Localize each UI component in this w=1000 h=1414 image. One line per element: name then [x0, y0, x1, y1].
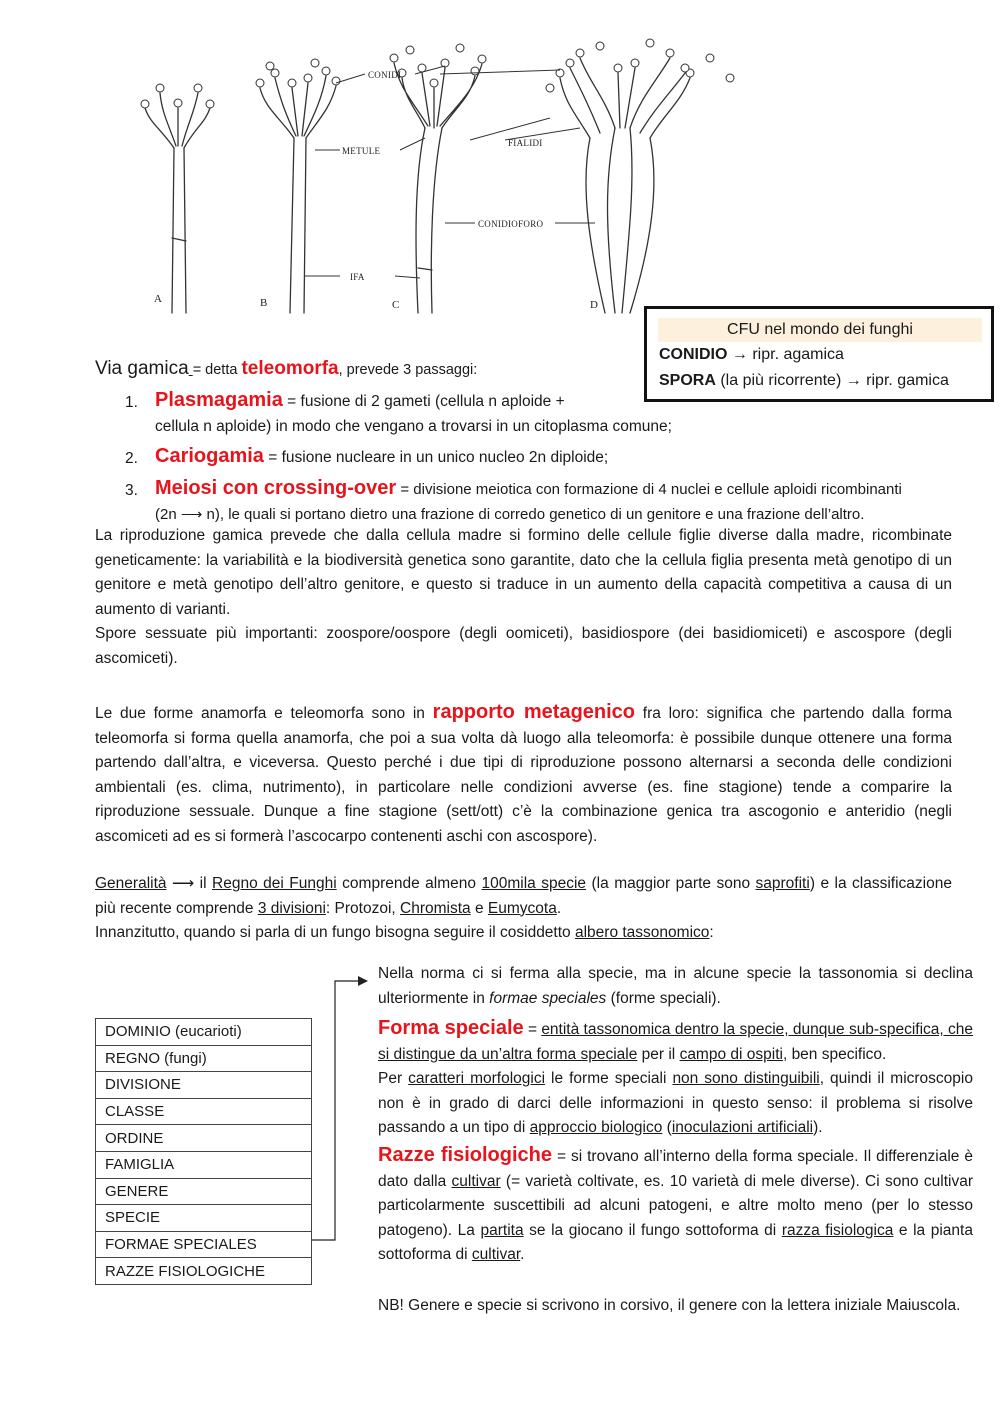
term-razze-fisiologiche: Razze fisiologiche: [378, 1144, 553, 1166]
term-saprofiti: saprofiti: [755, 875, 810, 892]
text: :: [709, 924, 714, 941]
text: ) e la classificazione più recente comprende: [95, 875, 952, 917]
term-meiosi: Meiosi con crossing-over: [155, 477, 397, 499]
term-regno-funghi: Regno dei Funghi: [212, 875, 337, 892]
text: (= varietà coltivate, es. 10 varietà di mele diverse). Ci sono cultivar particolarmente suscettibili ad alcuni patogeni, e altre molto meno (per lo stesso patogeno). La: [378, 1172, 973, 1239]
term-formae-speciales: formae speciales: [489, 989, 607, 1007]
term-rapporto-metagenico: rapporto metagenico: [432, 701, 636, 723]
text: (: [662, 1119, 672, 1136]
text: per il: [637, 1045, 680, 1063]
term-generalita: Generalità: [95, 875, 167, 892]
paragraph-nb: NB! Genere e specie si scrivono in corsivo, il genere con la lettera iniziale Maiuscola.: [378, 1297, 961, 1314]
text: fra loro: significa che partendo dalla forma teleomorfa si forma quella anamorfa, che poi a sua volta dà luogo alla teleomorfa: è possibile dunque ottenere una forma partendo dall’altra, e viceversa. Questo perché i due tipi di riproduzione possono alternarsi a seconda delle condizioni ambientali (es. clima, nutrimento), in particolare nelle condizioni avverse (es. fine stagione) tende a comparire la riproduzione sessuale. Dunque a fine stagione (sett/ott) c’è la combinazione genica tra ascogonio e anteridio (negli ascomiceti ad es si formerà l’ascocarpo contenenti aschi con ascospore).: [95, 705, 953, 845]
term-approccio-biologico: approccio biologico: [529, 1119, 663, 1136]
step-number: 1.: [125, 394, 138, 411]
text: Per: [378, 1070, 409, 1087]
text: .: [556, 899, 562, 917]
step-meiosi: [125, 476, 953, 526]
definition-forma-speciale: entità tassonomica dentro la specie, dunque sub-specifica, che si distingue da un’altra forma speciale: [378, 1021, 973, 1063]
step-text-cont: cellula n aploide) in modo che vengano a trovarsi in un citoplasma comune;: [155, 417, 672, 435]
term-conidio: CONIDIO: [659, 346, 728, 363]
taxonomy-rank: CLASSE: [96, 1098, 312, 1125]
text: ).: [813, 1119, 823, 1136]
via-gamica-title: Via gamica: [95, 358, 189, 379]
term-campo-di-ospiti: campo di ospiti: [679, 1045, 783, 1063]
paragraph-forma-speciale: [378, 1016, 973, 1141]
taxonomy-rank: GENERE: [96, 1178, 312, 1205]
text: e la pianta sottoforma di: [378, 1221, 973, 1263]
text: Innanzitutto, quando si parla di un fungo bisogna seguire il cosiddetto: [95, 924, 575, 941]
via-gamica-prevede: , prevede 3 passaggi:: [338, 362, 478, 378]
text: (la maggior parte sono: [586, 875, 756, 892]
text: , quindi il microscopio non è in grado di darci delle informazioni in questo senso: il problema si risolve passando a un tipo di: [378, 1070, 973, 1136]
term-inoculazioni-artificiali: inoculazioni artificiali: [671, 1119, 814, 1136]
term-3-divisioni: 3 divisioni: [257, 899, 326, 917]
term-caratteri-morfologici: caratteri morfologici: [408, 1070, 546, 1087]
text: se la giocano il fungo sottoforma di: [523, 1221, 782, 1239]
text: = si trovano all’interno della forma speciale. Il differenziale è dato dalla: [378, 1148, 973, 1190]
paragraph-razze-fisiologiche: [378, 1143, 973, 1268]
text: .: [520, 1246, 525, 1263]
panel-letter-d: D: [590, 299, 598, 311]
step-text: = fusione di 2 gameti (cellula n aploide +: [282, 393, 565, 410]
table-row: [96, 1072, 312, 1099]
term-cariogamia: Cariogamia: [155, 445, 264, 467]
cfu-line-conidio-text: → ripr. agamica: [727, 346, 844, 363]
step-plasmagamia: [125, 388, 725, 438]
via-gamica-detta: = detta: [192, 362, 242, 378]
term-non-distinguibili: non sono distinguibili: [672, 1070, 820, 1087]
cfu-line-spora-text: (la più ricorrente) → ripr. gamica: [715, 372, 949, 389]
step-text: = fusione nucleare in un unico nucleo 2n diploide;: [263, 449, 609, 466]
step-number: 2.: [125, 450, 138, 467]
term-partita: partita: [480, 1221, 524, 1239]
table-row: [96, 1045, 312, 1072]
text: ⟶ il: [166, 875, 213, 892]
formae-speciales-arrow: [300, 966, 380, 1256]
term-spora: SPORA: [659, 372, 716, 389]
step-cariogamia: [125, 444, 725, 470]
table-row: [96, 1231, 312, 1258]
taxonomy-rank: FORMAE SPECIALES: [96, 1231, 312, 1258]
label-fialidi: FIALIDI: [508, 138, 543, 148]
label-metule: METULE: [342, 146, 381, 156]
step-text-cont: (2n ⟶ n), le quali si portano dietro una frazione di corredo genetico di un genitore e una frazione dell’altro.: [155, 505, 865, 523]
via-gamica-heading: [95, 355, 477, 384]
text: Nella norma ci si ferma alla specie, ma in alcune specie la tassonomia si declina ulteriormente in: [378, 965, 973, 1007]
panel-letter-a: A: [154, 293, 162, 305]
table-row: [96, 1151, 312, 1178]
term-chromista: Chromista: [400, 899, 471, 917]
term-cultivar-2: cultivar: [471, 1246, 521, 1263]
panel-letter-b: B: [260, 297, 268, 309]
text: e: [470, 899, 488, 917]
text: (forme speciali).: [606, 989, 721, 1007]
term-albero-tassonomico: albero tassonomico: [574, 924, 710, 941]
step-text: = divisione meiotica con formazione di 4 nuclei e cellule aploidi ricombinanti: [396, 481, 902, 498]
taxonomy-rank: ORDINE: [96, 1125, 312, 1152]
paragraph-spore-sessuate: Spore sessuate più importanti: zoospore/oospore (degli oomiceti), basidiospore (dei basidiomiceti) e ascospore (degli ascomiceti).: [95, 625, 952, 667]
taxonomy-rank: RAZZE FISIOLOGICHE: [96, 1258, 312, 1285]
term-cultivar: cultivar: [451, 1172, 501, 1190]
text: le forme speciali: [545, 1070, 673, 1087]
taxonomy-rank: REGNO (fungi): [96, 1045, 312, 1072]
term-razza-fisiologica: razza fisiologica: [781, 1221, 894, 1239]
table-row: [96, 1125, 312, 1152]
conidiophore-figure: [110, 28, 770, 320]
taxonomy-rank: SPECIE: [96, 1205, 312, 1232]
term-teleomorfa: teleomorfa: [241, 358, 339, 379]
term-forma-speciale: Forma speciale: [378, 1017, 524, 1039]
text: , ben specifico.: [782, 1045, 887, 1063]
taxonomy-rank: DOMINIO (eucarioti): [96, 1019, 312, 1046]
taxonomy-table: [95, 1018, 312, 1285]
cfu-line-conidio: [659, 342, 991, 368]
table-row: [96, 1019, 312, 1046]
taxonomy-rank: DIVISIONE: [96, 1072, 312, 1099]
text: comprende almeno: [336, 875, 482, 892]
text: =: [523, 1021, 542, 1038]
table-row: [96, 1205, 312, 1232]
text: Le due forme anamorfa e teleomorfa sono in: [95, 705, 433, 722]
term-plasmagamia: Plasmagamia: [155, 389, 283, 411]
table-row: [96, 1258, 312, 1285]
label-conidioforo: CONIDIOFORO: [478, 219, 544, 229]
text: : Protozoi,: [325, 899, 401, 917]
table-row: [96, 1098, 312, 1125]
label-ifa: IFA: [350, 272, 365, 282]
label-conidi: CONIDI: [368, 70, 402, 80]
paragraph-riproduzione-gamica: La riproduzione gamica prevede che dalla cellula madre si formino delle cellule figlie diverse dalla madre, ricombinate geneticamente: la variabilità e la biodiversità genetica sono garantite, dato che la cellula figlia presenta metà genotipo di un genitore e metà genotipo dell’altro genitore, e questo si traduce in un aumento della capacità competitiva a causa di un aumento di varianti.: [95, 527, 952, 618]
term-100mila-specie: 100mila specie: [481, 875, 587, 892]
panel-letter-c: C: [392, 299, 400, 311]
paragraph-nella-norma: [378, 962, 973, 1011]
paragraph-generalita: [95, 872, 952, 946]
step-number: 3.: [125, 482, 138, 499]
paragraph-rapporto-metagenico: [95, 700, 952, 849]
table-row: [96, 1178, 312, 1205]
taxonomy-rank: FAMIGLIA: [96, 1151, 312, 1178]
cfu-box-title: CFU nel mondo dei funghi: [658, 318, 982, 342]
term-eumycota: Eumycota: [487, 899, 557, 917]
